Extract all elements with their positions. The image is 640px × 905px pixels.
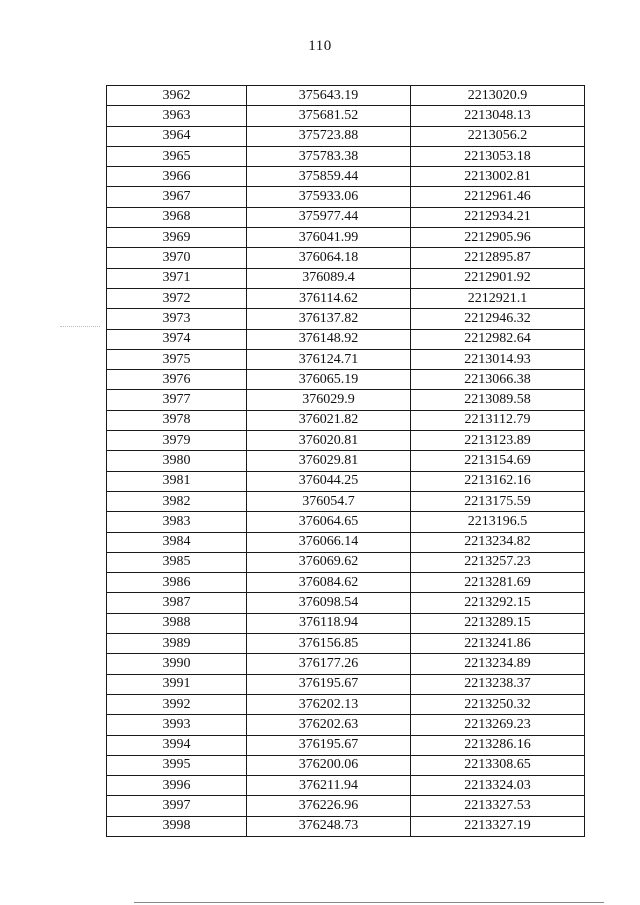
x-coordinate-cell: 375859.44	[247, 167, 411, 187]
y-coordinate-cell: 2212901.92	[411, 268, 585, 288]
y-coordinate-cell: 2213250.32	[411, 694, 585, 714]
point-number-cell: 3989	[107, 634, 247, 654]
point-number-cell: 3996	[107, 776, 247, 796]
x-coordinate-cell: 375681.52	[247, 106, 411, 126]
y-coordinate-cell: 2213048.13	[411, 106, 585, 126]
y-coordinate-cell: 2212934.21	[411, 207, 585, 227]
x-coordinate-cell: 376248.73	[247, 816, 411, 836]
y-coordinate-cell: 2213123.89	[411, 431, 585, 451]
table-row	[107, 593, 585, 613]
y-coordinate-cell: 2212946.32	[411, 309, 585, 329]
point-number-cell: 3993	[107, 715, 247, 735]
y-coordinate-cell: 2213020.9	[411, 86, 585, 106]
table-row	[107, 573, 585, 593]
x-coordinate-cell: 376021.82	[247, 410, 411, 430]
x-coordinate-cell: 376202.63	[247, 715, 411, 735]
y-coordinate-cell: 2213269.23	[411, 715, 585, 735]
point-number-cell: 3973	[107, 309, 247, 329]
x-coordinate-cell: 375723.88	[247, 126, 411, 146]
table-row	[107, 288, 585, 308]
point-number-cell: 3983	[107, 512, 247, 532]
table-row	[107, 86, 585, 106]
x-coordinate-cell: 376044.25	[247, 471, 411, 491]
table-row	[107, 329, 585, 349]
x-coordinate-cell: 375643.19	[247, 86, 411, 106]
table-row	[107, 370, 585, 390]
y-coordinate-cell: 2213234.89	[411, 654, 585, 674]
x-coordinate-cell: 376098.54	[247, 593, 411, 613]
footer-rule	[134, 902, 604, 903]
x-coordinate-cell: 375977.44	[247, 207, 411, 227]
x-coordinate-cell: 375933.06	[247, 187, 411, 207]
point-number-cell: 3984	[107, 532, 247, 552]
x-coordinate-cell: 376084.62	[247, 573, 411, 593]
x-coordinate-cell: 376211.94	[247, 776, 411, 796]
y-coordinate-cell: 2213234.82	[411, 532, 585, 552]
table-row	[107, 268, 585, 288]
point-number-cell: 3994	[107, 735, 247, 755]
point-number-cell: 3995	[107, 755, 247, 775]
x-coordinate-cell: 376029.9	[247, 390, 411, 410]
y-coordinate-cell: 2213324.03	[411, 776, 585, 796]
y-coordinate-cell: 2213241.86	[411, 634, 585, 654]
y-coordinate-cell: 2213327.19	[411, 816, 585, 836]
point-number-cell: 3986	[107, 573, 247, 593]
point-number-cell: 3981	[107, 471, 247, 491]
table-row	[107, 390, 585, 410]
coordinates-table	[106, 85, 585, 837]
x-coordinate-cell: 376069.62	[247, 552, 411, 572]
x-coordinate-cell: 376065.19	[247, 370, 411, 390]
point-number-cell: 3988	[107, 613, 247, 633]
table-row	[107, 207, 585, 227]
table-row	[107, 634, 585, 654]
table-row	[107, 106, 585, 126]
point-number-cell: 3969	[107, 228, 247, 248]
y-coordinate-cell: 2213238.37	[411, 674, 585, 694]
table-row	[107, 410, 585, 430]
point-number-cell: 3991	[107, 674, 247, 694]
table-row	[107, 187, 585, 207]
point-number-cell: 3975	[107, 349, 247, 369]
point-number-cell: 3972	[107, 288, 247, 308]
y-coordinate-cell: 2213327.53	[411, 796, 585, 816]
table-row	[107, 715, 585, 735]
x-coordinate-cell: 376200.06	[247, 755, 411, 775]
x-coordinate-cell: 376137.82	[247, 309, 411, 329]
x-coordinate-cell: 376177.26	[247, 654, 411, 674]
point-number-cell: 3980	[107, 451, 247, 471]
x-coordinate-cell: 376064.18	[247, 248, 411, 268]
x-coordinate-cell: 376124.71	[247, 349, 411, 369]
point-number-cell: 3962	[107, 86, 247, 106]
table-row	[107, 532, 585, 552]
point-number-cell: 3968	[107, 207, 247, 227]
y-coordinate-cell: 2213066.38	[411, 370, 585, 390]
x-coordinate-cell: 376148.92	[247, 329, 411, 349]
page-number: 110	[308, 38, 332, 54]
table-row	[107, 146, 585, 166]
y-coordinate-cell: 2213281.69	[411, 573, 585, 593]
x-coordinate-cell: 376064.65	[247, 512, 411, 532]
point-number-cell: 3964	[107, 126, 247, 146]
table-row	[107, 309, 585, 329]
table-row	[107, 491, 585, 511]
point-number-cell: 3974	[107, 329, 247, 349]
y-coordinate-cell: 2213154.69	[411, 451, 585, 471]
point-number-cell: 3997	[107, 796, 247, 816]
y-coordinate-cell: 2212895.87	[411, 248, 585, 268]
x-coordinate-cell: 376066.14	[247, 532, 411, 552]
point-number-cell: 3990	[107, 654, 247, 674]
point-number-cell: 3966	[107, 167, 247, 187]
x-coordinate-cell: 376202.13	[247, 694, 411, 714]
table-row	[107, 248, 585, 268]
x-coordinate-cell: 375783.38	[247, 146, 411, 166]
y-coordinate-cell: 2213175.59	[411, 491, 585, 511]
x-coordinate-cell: 376226.96	[247, 796, 411, 816]
y-coordinate-cell: 2212921.1	[411, 288, 585, 308]
x-coordinate-cell: 376118.94	[247, 613, 411, 633]
table-row	[107, 228, 585, 248]
y-coordinate-cell: 2213162.16	[411, 471, 585, 491]
x-coordinate-cell: 376089.4	[247, 268, 411, 288]
y-coordinate-cell: 2212905.96	[411, 228, 585, 248]
table-row	[107, 674, 585, 694]
table-row	[107, 512, 585, 532]
x-coordinate-cell: 376195.67	[247, 674, 411, 694]
point-number-cell: 3985	[107, 552, 247, 572]
x-coordinate-cell: 376195.67	[247, 735, 411, 755]
table-row	[107, 431, 585, 451]
x-coordinate-cell: 376156.85	[247, 634, 411, 654]
table-row	[107, 613, 585, 633]
point-number-cell: 3967	[107, 187, 247, 207]
table-row	[107, 654, 585, 674]
y-coordinate-cell: 2213196.5	[411, 512, 585, 532]
table-row	[107, 552, 585, 572]
x-coordinate-cell: 376020.81	[247, 431, 411, 451]
table-row	[107, 816, 585, 836]
coordinates-table-body	[107, 86, 585, 837]
point-number-cell: 3971	[107, 268, 247, 288]
x-coordinate-cell: 376029.81	[247, 451, 411, 471]
table-row	[107, 349, 585, 369]
table-row	[107, 776, 585, 796]
point-number-cell: 3978	[107, 410, 247, 430]
point-number-cell: 3963	[107, 106, 247, 126]
point-number-cell: 3982	[107, 491, 247, 511]
table-row	[107, 796, 585, 816]
y-coordinate-cell: 2213014.93	[411, 349, 585, 369]
table-row	[107, 126, 585, 146]
point-number-cell: 3992	[107, 694, 247, 714]
point-number-cell: 3965	[107, 146, 247, 166]
x-coordinate-cell: 376041.99	[247, 228, 411, 248]
y-coordinate-cell: 2213089.58	[411, 390, 585, 410]
table-row	[107, 755, 585, 775]
table-row	[107, 694, 585, 714]
y-coordinate-cell: 2213308.65	[411, 755, 585, 775]
point-number-cell: 3977	[107, 390, 247, 410]
point-number-cell: 3987	[107, 593, 247, 613]
point-number-cell: 3976	[107, 370, 247, 390]
y-coordinate-cell: 2213289.15	[411, 613, 585, 633]
table-row	[107, 167, 585, 187]
x-coordinate-cell: 376054.7	[247, 491, 411, 511]
y-coordinate-cell: 2213002.81	[411, 167, 585, 187]
y-coordinate-cell: 2213257.23	[411, 552, 585, 572]
y-coordinate-cell: 2213053.18	[411, 146, 585, 166]
point-number-cell: 3998	[107, 816, 247, 836]
x-coordinate-cell: 376114.62	[247, 288, 411, 308]
table-row	[107, 471, 585, 491]
y-coordinate-cell: 2213112.79	[411, 410, 585, 430]
point-number-cell: 3970	[107, 248, 247, 268]
scan-artifact	[60, 326, 100, 328]
table-row	[107, 735, 585, 755]
y-coordinate-cell: 2212961.46	[411, 187, 585, 207]
y-coordinate-cell: 2213292.15	[411, 593, 585, 613]
table-row	[107, 451, 585, 471]
y-coordinate-cell: 2213056.2	[411, 126, 585, 146]
point-number-cell: 3979	[107, 431, 247, 451]
y-coordinate-cell: 2212982.64	[411, 329, 585, 349]
y-coordinate-cell: 2213286.16	[411, 735, 585, 755]
